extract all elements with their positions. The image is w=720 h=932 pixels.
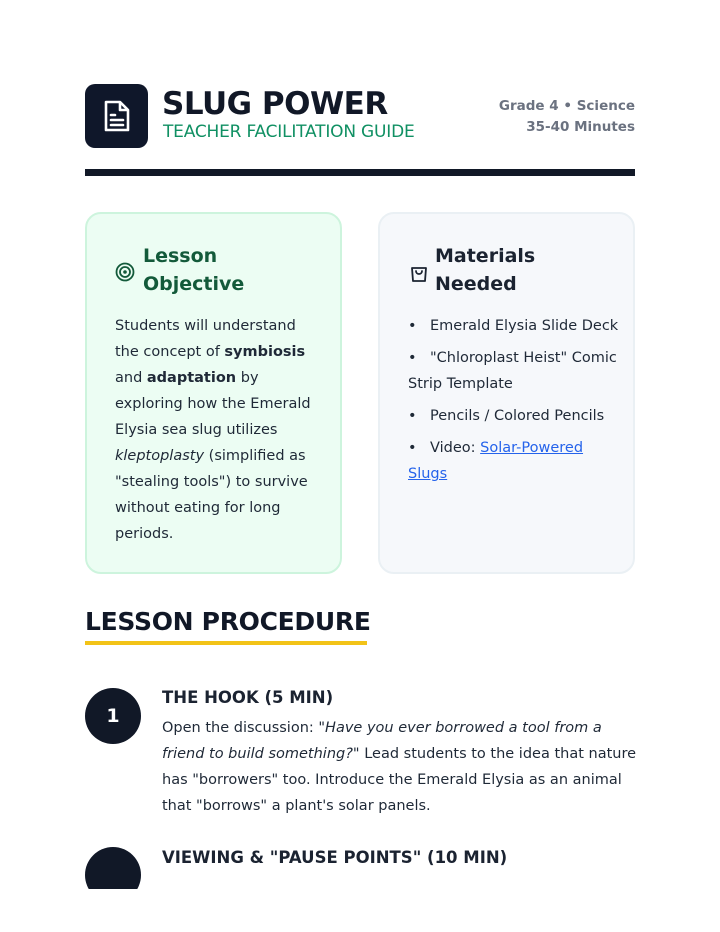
term-adaptation: adaptation [146, 370, 237, 386]
hook-question: "Have you ever borrowed a tool from a friend to build something?" [162, 720, 602, 762]
target-icon [115, 262, 135, 286]
header [85, 84, 635, 154]
card-title [143, 242, 283, 298]
lesson-objective-card [85, 212, 342, 574]
list-item: • Video: Solar-Powered Slugs [408, 440, 584, 482]
term-symbiosis: symbiosis [224, 344, 306, 360]
materials-card [378, 212, 635, 574]
section-underline [85, 641, 367, 645]
list-item: • Emerald Elysia Slide Deck [408, 318, 619, 334]
shopping-bag-icon [410, 263, 428, 287]
document-icon [85, 84, 148, 148]
header-divider [85, 169, 635, 176]
lesson-meta [499, 96, 635, 138]
materials-list [408, 313, 620, 493]
step-title: THE HOOK (5 MIN) [162, 688, 334, 707]
card-title-line: Lesson [143, 245, 218, 267]
video-link[interactable]: Solar-Powered Slugs [408, 440, 584, 482]
page-title: SLUG POWER [162, 86, 388, 122]
step-title: VIEWING & "PAUSE POINTS" (10 MIN) [162, 848, 508, 867]
grade-subject: Grade 4 • Science [498, 98, 635, 114]
section-title: LESSON PROCEDURE [85, 607, 371, 636]
objective-text: Students will understand the concept of symbiosis and adaptation by exploring how the Emerald Elysia sea slug utilizes kleptoplasty (simplified as "stealing tools") to survive without eating for long periods. [115, 318, 311, 542]
lesson-duration: 35-40 Minutes [526, 119, 635, 135]
term-kleptoplasty: kleptoplasty [115, 448, 205, 464]
step-number-badge: 1 [85, 688, 141, 744]
list-item: • Pencils / Colored Pencils [408, 408, 605, 424]
card-title-line: Needed [435, 273, 517, 295]
step-description: Open the discussion: "Have you ever borrowed a tool from a friend to build something?" Lead students to the idea that nature has "borrowers" too. Introduce the Emerald Elysia as an animal that "borrows" a plant's solar panels. [162, 720, 637, 814]
card-title-line: Materials [435, 245, 536, 267]
card-title [435, 242, 575, 298]
step-2-badge-clip [85, 847, 141, 889]
page-subtitle: TEACHER FACILITATION GUIDE [163, 122, 415, 142]
list-item: • "Chloroplast Heist" Comic Strip Template [408, 350, 617, 392]
card-title-line: Objective [143, 273, 245, 295]
step-number-badge [85, 847, 141, 889]
